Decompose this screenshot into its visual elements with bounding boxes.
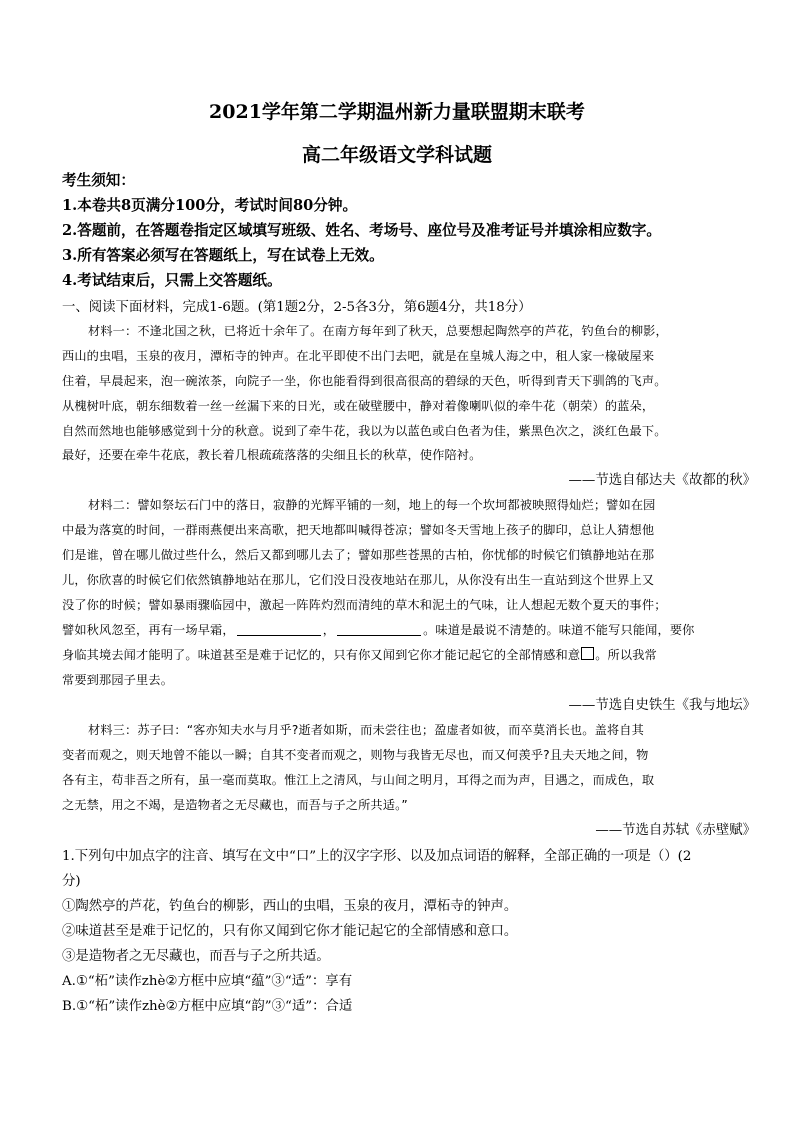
material2-line6-head: 譬如秋风忽至，再有一场早霜，	[62, 623, 235, 637]
question1-option-a: A.①“柘”读作zhè②方框中应填“蕴”③“适”：享有	[62, 974, 353, 989]
question1-item: ①陶然亭的芦花，钓鱼台的柳影，西山的虫唱，玉泉的夜月，潭柘寺的钟声。	[62, 899, 518, 914]
material3-source: ——节选自苏轼《赤壁赋》	[595, 823, 756, 838]
material3-line: 变者而观之，则天地曾不能以一瞬；自其不变者而观之，则物与我皆无尽也，而又何羡乎?且夫天地之间，物	[62, 748, 649, 762]
notice-heading: 考生须知：	[62, 172, 135, 189]
exam-title: 2021学年第二学期温州新力量联盟期末联考	[209, 101, 585, 123]
question1-item: ③是造物者之无尽藏也，而吾与子之所共适。	[62, 949, 330, 964]
fill-blank-1	[237, 623, 321, 636]
material2-line-box	[62, 647, 742, 664]
material1-line: 从槐树叶底，朝东细数着一丝一丝漏下来的日光，或在破壁腰中，静对着像喇叭似的牵牛花（朝荣）的蓝朵，	[62, 399, 655, 413]
material2-line: 儿，你欣喜的时候它们依然镇静地站在那儿，它们没日没夜地站在那儿，从你没有出生一直站到这个世界上又	[62, 573, 655, 587]
notice-item-3: 3.所有答案必须写在答题纸上，写在试卷上无效。	[62, 247, 384, 264]
material1-line: 西山的虫唱，玉泉的夜月，潭柘寺的钟声。在北平即使不出门去吧，就是在皇城人海之中，租人家一椽破屋来	[62, 349, 655, 363]
section-intro: 一、阅读下面材料，完成1-6题。(第1题2分，2-5各3分，第6题4分，共18分）	[62, 300, 532, 315]
material1-source: ——节选自郁达夫《故都的秋》	[568, 473, 756, 488]
notice-item-4: 4.考试结束后，只需上交答题纸。	[62, 272, 282, 289]
material2-line: 中最为落寞的时间，一群雨燕便出来高歌，把天地都叫喊得苍凉；譬如冬天雪地上孩子的脚印，总让人猜想他	[62, 523, 655, 537]
question1-item: ②味道甚至是难于记忆的，只有你又闻到它你才能记起它的全部情感和意口。	[62, 924, 518, 939]
material3-line: 之无禁，用之不竭，是造物者之无尽藏也，而吾与子之所共适。”	[62, 798, 408, 812]
exam-subtitle: 高二年级语文学科试题	[301, 144, 492, 166]
notice-item-1: 1.本卷共8页满分100分，考试时间80分钟。	[62, 197, 358, 214]
material2-line6-mid: ，	[322, 623, 336, 637]
material1-line: 住着，早晨起来，泡一碗浓茶，向院子一坐，你也能看得到很高很高的碧绿的天色，听得到青天下驯鸽的飞声。	[62, 374, 667, 388]
fill-blank-2	[337, 623, 421, 636]
material2-line6-tail: 。味道是最说不清楚的。味道不能写只能闻，要你	[423, 623, 695, 637]
material1-line: 自然而然地也能够感觉到十分的秋意。说到了牵牛花，我以为以蓝色或白色者为佳，紫黑色次之，淡红色最下。	[62, 424, 667, 438]
material2-line: 常要到那园子里去。	[62, 673, 174, 687]
material1-line: 最好，还要在牵牛花底，教长着几根疏疏落落的尖细且长的秋草，使作陪衬。	[62, 448, 482, 462]
material2-line: 没了你的时候；譬如暴雨骤临园中，激起一阵阵灼烈而清纯的草木和泥土的气味，让人想起无数个夏天的事件；	[62, 598, 667, 612]
material1-line: 材料一：不逢北国之秋，已将近十余年了。在南方每年到了秋天，总要想起陶然亭的芦花，钓鱼台的柳影，	[88, 324, 668, 338]
question1-stem: 1.下列句中加点字的注音、填写在文中“口”上的汉字字形、以及加点词语的解释，全部正确的一项是（）(2	[62, 849, 692, 864]
material2-line7-tail: 。所以我常	[595, 648, 657, 662]
question1-option-b: B.①“柘”读作zhè②方框中应填“韵”③“适”：合适	[62, 999, 353, 1014]
notice-item-2: 2.答题前，在答题卷指定区域填写班级、姓名、考场号、座位号及准考证号并填涂相应数字。	[62, 222, 661, 239]
material2-line7-head: 身临其境去闻才能明了。味道甚至是难于记忆的，只有你又闻到它你才能记起它的全部情感和意	[62, 648, 581, 662]
material2-line: 们是谁，曾在哪儿做过些什么，然后又都到哪儿去了；譬如那些苍黑的古柏，你忧郁的时候它们镇静地站在那	[62, 548, 655, 562]
material3-line: 各有主，苟非吾之所有，虽一毫而莫取。惟江上之清风，与山间之明月，耳得之而为声，目遇之，而成色，取	[62, 773, 655, 787]
material2-line-blanks	[62, 622, 742, 639]
answer-box	[581, 647, 594, 660]
material2-line: 材料二：譬如祭坛石门中的落日，寂静的光辉平铺的一刻，地上的每一个坎坷都被映照得灿烂；譬如在园	[88, 498, 656, 512]
material2-source: ——节选自史铁生《我与地坛》	[568, 698, 756, 713]
material3-line: 材料三：苏子曰：“客亦知夫水与月乎?逝者如斯，而未尝往也；盈虚者如彼，而卒莫消长也。盖将自其	[88, 723, 644, 737]
question1-stem-cont: 分)	[62, 874, 81, 889]
